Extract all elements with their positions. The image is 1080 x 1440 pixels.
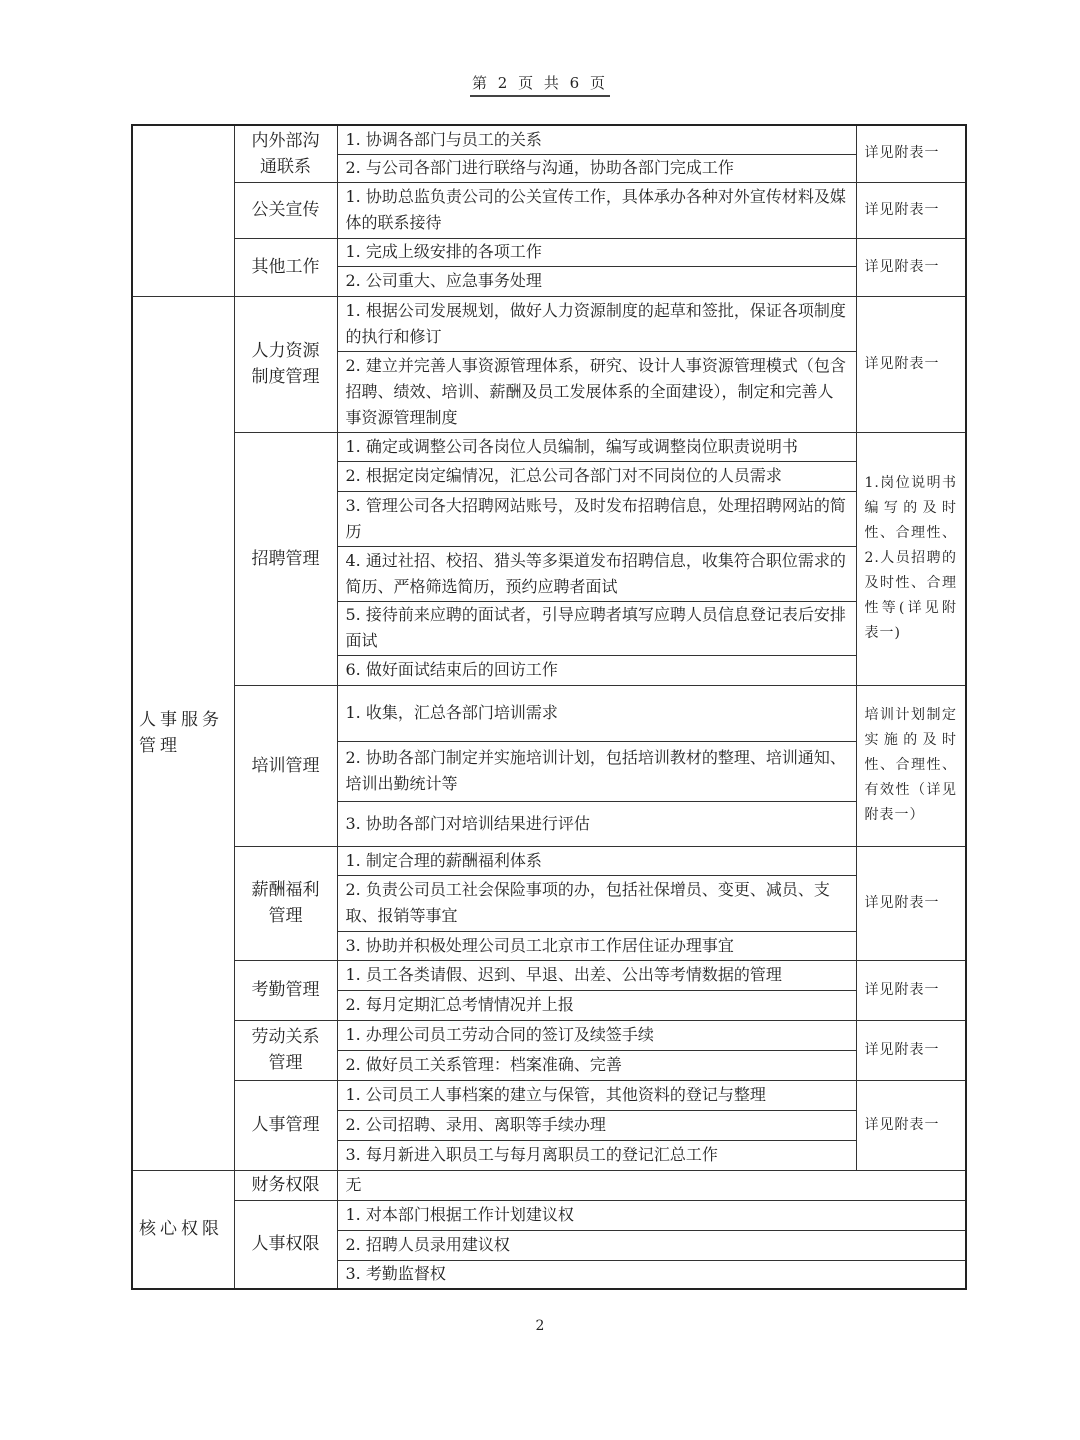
table-row: [132, 1020, 966, 1050]
subcategory-cell: 内外部沟通联系: [234, 125, 337, 182]
responsibility-table: [131, 124, 967, 1290]
duty-item: 2. 建立并完善人事资源管理体系，研究、设计人事资源管理模式（包含招聘、绩效、培训、薪酬及员工发展体系的全面建设），制定和完善人事资源管理制度: [337, 351, 856, 432]
subcategory-cell: 招聘管理: [234, 432, 337, 685]
duty-item: 3. 协助并积极处理公司员工北京市工作居住证办理事宜: [337, 931, 856, 960]
duty-item: 1. 对本部门根据工作计划建议权: [337, 1200, 966, 1230]
duty-item: 1. 员工各类请假、迟到、早退、出差、公出等考情数据的管理: [337, 960, 856, 990]
page-number: 2: [535, 1318, 545, 1334]
duty-item: 3. 协助各部门对培训结果进行评估: [337, 801, 856, 846]
category-cell: 核心权限: [132, 1170, 234, 1289]
duty-item: 5. 接待前来应聘的面试者，引导应聘者填写应聘人员信息登记表后安排面试: [337, 601, 856, 655]
duty-item: 1. 协助总监负责公司的公关宣传工作，具体承办各种对外宣传材料及媒体的联系接待: [337, 182, 856, 238]
duty-item: 无: [337, 1170, 966, 1200]
subcategory-cell: 财务权限: [234, 1170, 337, 1200]
duty-item: 1. 公司员工人事档案的建立与保管，其他资料的登记与整理: [337, 1080, 856, 1110]
table-row: [132, 296, 966, 351]
duty-item: 1. 确定或调整公司各岗位人员编制，编写或调整岗位职责说明书: [337, 432, 856, 461]
subcategory-cell: 考勤管理: [234, 960, 337, 1020]
assessment-note: 详见附表一: [856, 125, 966, 182]
subcategory-cell: 其他工作: [234, 238, 337, 296]
category-cell: [132, 125, 234, 296]
table-row: [132, 960, 966, 990]
assessment-note: 详见附表一: [856, 296, 966, 432]
assessment-note: 详见附表一: [856, 238, 966, 296]
table-row: [132, 238, 966, 266]
table-row: [132, 182, 966, 238]
assessment-note: 详见附表一: [856, 182, 966, 238]
duty-item: 3. 管理公司各大招聘网站账号，及时发布招聘信息，处理招聘网站的简历: [337, 491, 856, 546]
duty-item: 2. 负责公司员工社会保险事项的办，包括社保增员、变更、减员、支取、报销等事宜: [337, 875, 856, 931]
subcategory-cell: 培训管理: [234, 685, 337, 846]
duty-item: 1. 根据公司发展规划，做好人力资源制度的起草和签批，保证各项制度的执行和修订: [337, 296, 856, 351]
duty-item: 1. 办理公司员工劳动合同的签订及续签手续: [337, 1020, 856, 1050]
subcategory-cell: 劳动关系管理: [234, 1020, 337, 1080]
assessment-note: 详见附表一: [856, 846, 966, 960]
duty-item: 2. 每月定期汇总考情情况并上报: [337, 990, 856, 1020]
duty-item: 1. 完成上级安排的各项工作: [337, 238, 856, 266]
duty-item: 2. 协助各部门制定并实施培训计划，包括培训教材的整理、培训通知、培训出勤统计等: [337, 741, 856, 801]
table-row: [132, 432, 966, 461]
page-header-text: 第 2 页 共 6 页: [470, 74, 610, 97]
assessment-note: 详见附表一: [856, 1080, 966, 1170]
duty-item: 3. 考勤监督权: [337, 1260, 966, 1289]
table-row: [132, 125, 966, 154]
duty-item: 1. 协调各部门与员工的关系: [337, 125, 856, 154]
duty-item: 2. 与公司各部门进行联络与沟通，协助各部门完成工作: [337, 154, 856, 182]
table-row: [132, 846, 966, 875]
duty-item: 1. 制定合理的薪酬福利体系: [337, 846, 856, 875]
table-row: [132, 1080, 966, 1110]
assessment-note: 1.岗位说明书编写的及时性、合理性、2.人员招聘的及时性、合理性等(详见附表一): [856, 432, 966, 685]
duty-item: 2. 招聘人员录用建议权: [337, 1230, 966, 1260]
duty-item: 2. 公司招聘、录用、离职等手续办理: [337, 1110, 856, 1140]
assessment-note: 详见附表一: [856, 960, 966, 1020]
duty-item: 2. 公司重大、应急事务处理: [337, 266, 856, 296]
duty-item: 1. 收集，汇总各部门培训需求: [337, 685, 856, 741]
subcategory-cell: 公关宣传: [234, 182, 337, 238]
duty-item: 3. 每月新进入职员工与每月离职员工的登记汇总工作: [337, 1140, 856, 1170]
duty-item: 2. 根据定岗定编情况，汇总公司各部门对不同岗位的人员需求: [337, 461, 856, 491]
duty-item: 4. 通过社招、校招、猎头等多渠道发布招聘信息，收集符合职位需求的简历、严格筛选简历，预约应聘者面试: [337, 546, 856, 601]
assessment-note: 详见附表一: [856, 1020, 966, 1080]
table-row: [132, 685, 966, 741]
category-cell: 人事服务管理: [132, 296, 234, 1170]
page-header: [0, 72, 1080, 93]
subcategory-cell: 薪酬福利管理: [234, 846, 337, 960]
table-row: [132, 1170, 966, 1200]
subcategory-cell: 人事管理: [234, 1080, 337, 1170]
assessment-note: 培训计划制定实施的及时性、合理性、有效性（详见附表一）: [856, 685, 966, 846]
duty-item: 6. 做好面试结束后的回访工作: [337, 655, 856, 685]
table-row: [132, 1200, 966, 1230]
subcategory-cell: 人事权限: [234, 1200, 337, 1289]
subcategory-cell: 人力资源制度管理: [234, 296, 337, 432]
duty-item: 2. 做好员工关系管理：档案准确、完善: [337, 1050, 856, 1080]
